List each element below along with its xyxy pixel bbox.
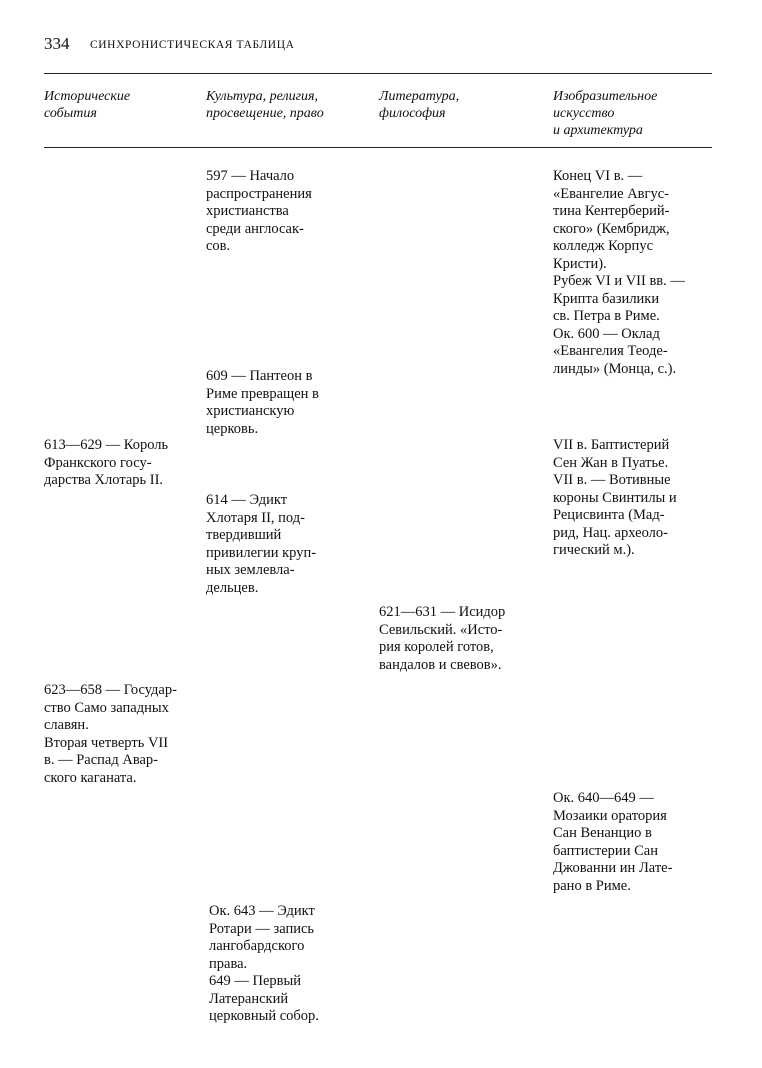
art-entry-640: Ок. 640—649 — Мозаики оратория Сан Венанцио в баптистерии Сан Джованни ин Лате- рано в Риме. — [553, 790, 673, 894]
culture-entry-614: 614 — Эдикт Хлотаря II, под- твердивший привилегии круп- ных землевла- дельцев. — [206, 492, 317, 596]
culture-entry-597: 597 — Начало распространения христианства среди англосак- сов. — [206, 168, 312, 254]
art-entry-vii: VII в. Баптистерий Сен Жан в Пуатье. VII в. — Вотивные короны Свинтилы и Рецисвинта (Мад- рид, Нац. археоло- гический м.). — [553, 437, 677, 558]
header-top-rule — [44, 73, 712, 74]
running-head: СИНХРОНИСТИЧЕСКАЯ ТАБЛИЦА — [90, 39, 295, 51]
column-heading-history: Исторические события — [44, 89, 131, 121]
culture-entry-609: 609 — Пантеон в Риме превращен в христианскую церковь. — [206, 368, 319, 437]
art-entry-late-vi: Конец VI в. — «Евангелие Авгус- тина Кентерберий- ского» (Кембридж, колледж Корпус Кристи). Рубеж VI и VII вв. — Крипта базилики св. Петра в Риме. Ок. 600 — Оклад «Евангелия Теоде- линды» (Монца, с.). — [553, 168, 685, 377]
page-number: 334 — [44, 34, 70, 53]
column-heading-culture: Культура, религия, просвещение, право — [206, 89, 324, 121]
column-heading-art: Изобразительное искусство и архитектура — [553, 89, 658, 138]
culture-entry-643: Ок. 643 — Эдикт Ротари — запись лангобардского права. 649 — Первый Латеранский церковный собор. — [209, 903, 319, 1024]
literature-entry-621: 621—631 — Исидор Севильский. «Исто- рия королей готов, вандалов и свевов». — [379, 604, 506, 673]
header-bottom-rule — [44, 147, 712, 148]
column-heading-literature: Литература, философия — [379, 89, 460, 121]
history-entry-623: 623—658 — Государ- ство Само западных славян. Вторая четверть VII в. — Распад Авар- ского каганата. — [44, 682, 177, 786]
history-entry-613: 613—629 — Король Франкского госу- дарства Хлотарь II. — [44, 437, 169, 488]
